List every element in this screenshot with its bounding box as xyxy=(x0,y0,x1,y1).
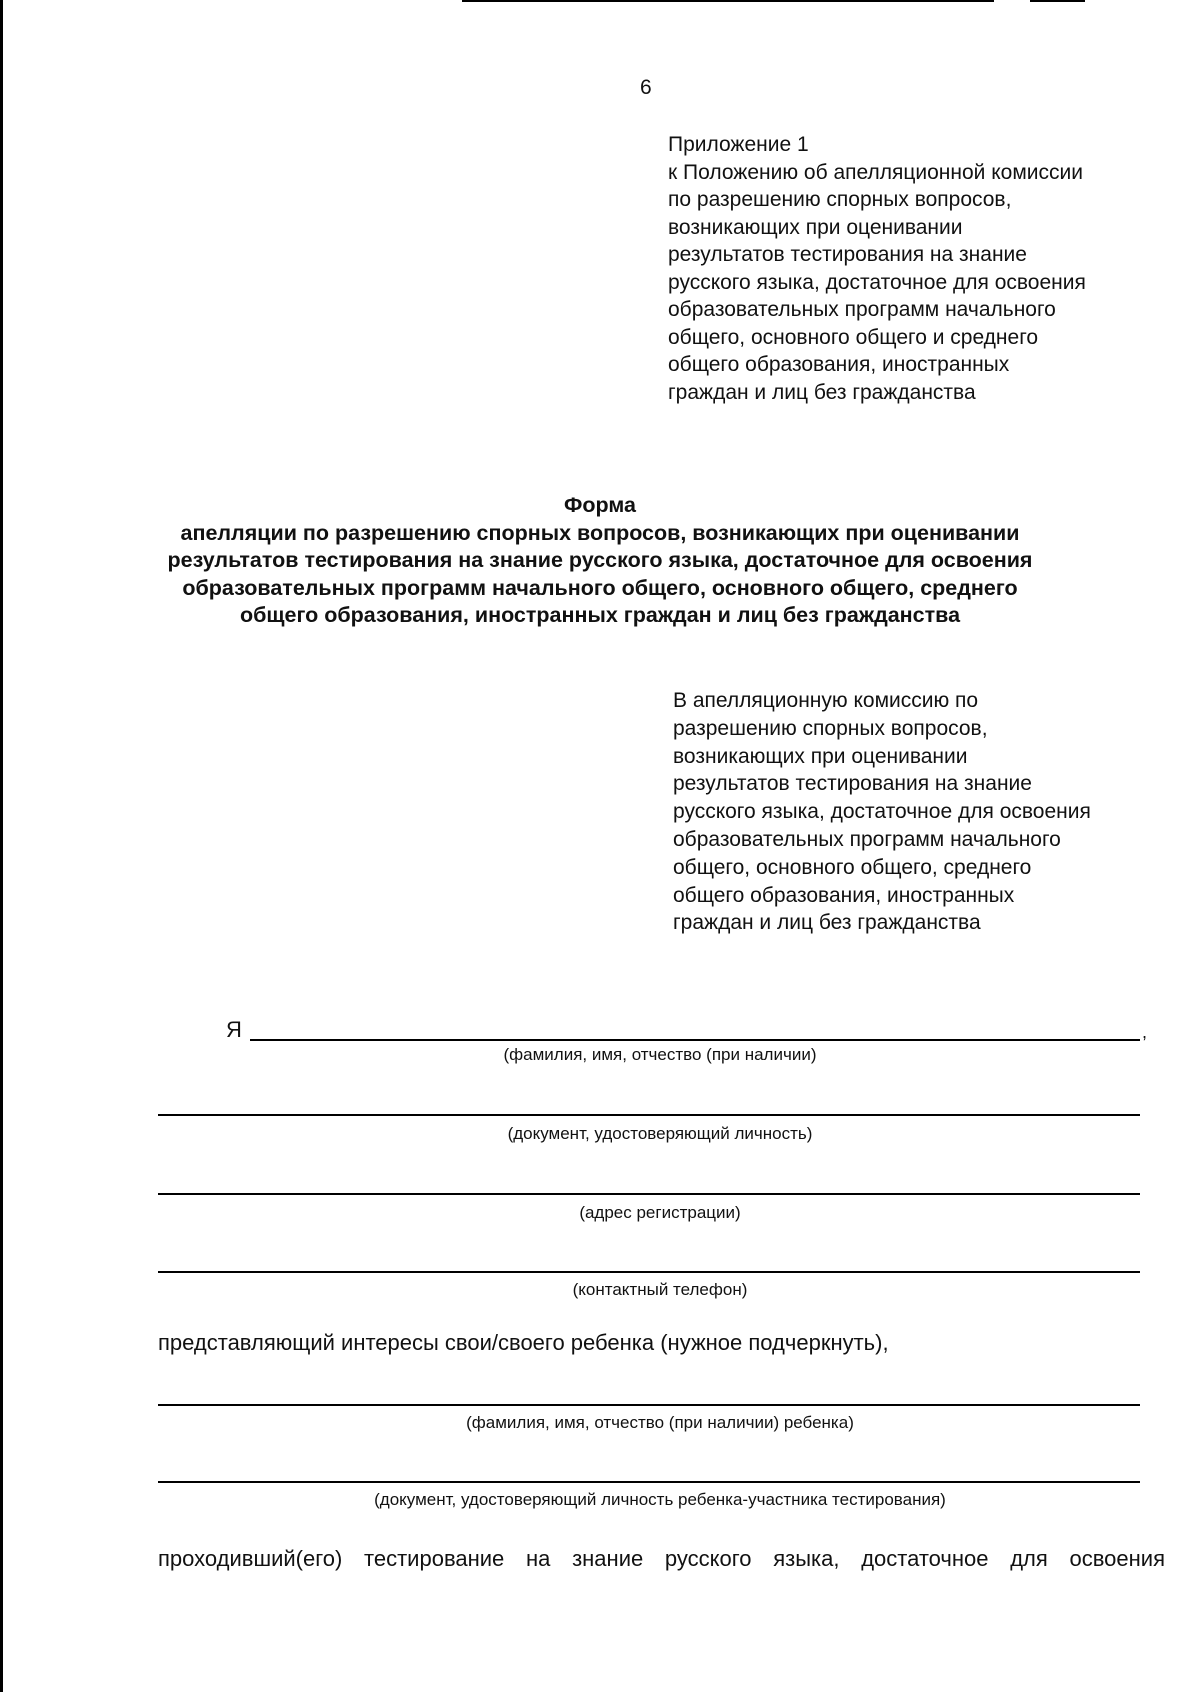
scan-top-rule-short xyxy=(1030,0,1085,2)
addressee-line: разрешению спорных вопросов, xyxy=(673,716,988,740)
contact-phone-caption: (контактный телефон) xyxy=(572,1280,748,1299)
full-name-caption: (фамилия, имя, отчество (при наличии) xyxy=(503,1045,817,1064)
appendix-line: возникающих при оценивании xyxy=(668,215,963,239)
form-title-line: результатов тестирования на знание русского языка, достаточное для освоения xyxy=(167,548,1033,572)
appendix-line: общего образования, иностранных xyxy=(668,353,1010,376)
child-name-caption: (фамилия, имя, отчество (при наличии) ребенка) xyxy=(466,1413,854,1432)
addressee-line: русского языка, достаточное для освоения xyxy=(673,800,1091,824)
addressee-line: возникающих при оценивании xyxy=(673,744,968,768)
addressee-line: образовательных программ начального xyxy=(673,827,1061,851)
representing-text: представляющий интересы свои/своего ребенка (нужное подчеркнуть), xyxy=(158,1330,889,1355)
scan-top-rule xyxy=(462,0,994,2)
form-title-line: Форма xyxy=(564,493,636,517)
addressee-line: общего, основного общего, среднего xyxy=(673,855,1032,879)
child-name-line[interactable] xyxy=(158,1404,1140,1406)
appendix-block xyxy=(668,131,1168,406)
scan-left-edge xyxy=(0,0,3,1692)
child-document-line[interactable] xyxy=(158,1481,1140,1483)
addressee-line: В апелляционную комиссию по xyxy=(673,689,979,712)
final-text: проходивший(его) тестирование на знание русского языка, достаточное для освоения xyxy=(158,1546,1165,1571)
form-title-line: общего образования, иностранных граждан и лиц без гражданства xyxy=(239,603,961,627)
appendix-line: по разрешению спорных вопросов, xyxy=(668,188,1012,211)
page-number: 6 xyxy=(640,76,652,99)
full-name-line[interactable] xyxy=(250,1039,1140,1041)
addressee-line: результатов тестирования на знание xyxy=(673,772,1032,796)
contact-phone-line[interactable] xyxy=(158,1271,1140,1273)
addressee-line: общего образования, иностранных xyxy=(673,883,1015,907)
appendix-title: Приложение 1 xyxy=(668,133,809,156)
appendix-line: образовательных программ начального xyxy=(668,298,1056,321)
registration-address-line[interactable] xyxy=(158,1193,1140,1195)
form-title-line: образовательных программ начального общего, основного общего, среднего xyxy=(182,575,1018,600)
form-title xyxy=(150,492,1050,630)
child-document-caption: (документ, удостоверяющий личность ребенка-участника тестирования) xyxy=(374,1490,946,1509)
id-document-caption: (документ, удостоверяющий личность) xyxy=(507,1124,813,1143)
appendix-line: к Положению об апелляционной комиссии xyxy=(668,160,1083,184)
addressee-block xyxy=(673,687,1173,937)
addressee-line: граждан и лиц без гражданства xyxy=(673,911,981,935)
appendix-line: русского языка, достаточное для освоения xyxy=(668,270,1086,294)
appendix-line: граждан и лиц без гражданства xyxy=(668,380,976,404)
ya-label: Я xyxy=(226,1017,242,1042)
form-title-line: апелляции по разрешению спорных вопросов, возникающих при оценивании xyxy=(180,520,1020,545)
trailing-comma: , xyxy=(1142,1022,1148,1042)
appendix-line: результатов тестирования на знание xyxy=(668,243,1027,266)
registration-address-caption: (адрес регистрации) xyxy=(579,1203,741,1222)
id-document-line[interactable] xyxy=(158,1114,1140,1116)
appendix-line: общего, основного общего и среднего xyxy=(668,325,1039,349)
